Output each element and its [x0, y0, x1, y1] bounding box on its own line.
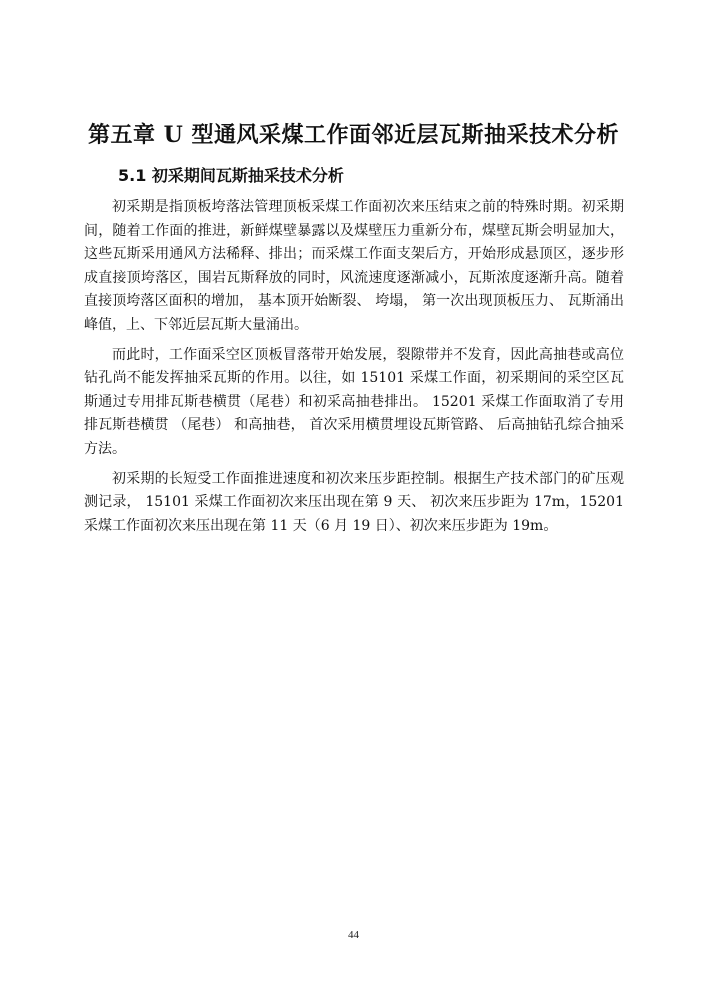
paragraph: 初采期的长短受工作面推进速度和初次来压步距控制。根据生产技术部门的矿压观测记录， 15101 采煤工作面初次来压出现在第 9 天、 初次来压步距为 17m，15201 采煤工作面初次来压出现在第 11 天（6 月 19 日）、初次来压步距为 19m。	[84, 470, 624, 534]
body-text	[84, 196, 624, 544]
page-number: 44	[348, 929, 359, 941]
section-title: 5.1 初采期间瓦斯抽采技术分析	[118, 166, 344, 185]
paragraph: 初采期是指顶板垮落法管理顶板采煤工作面初次来压结束之前的特殊时期。初采期间，随着工作面的推进，新鲜煤壁暴露以及煤壁压力重新分布，煤壁瓦斯会明显加大，这些瓦斯采用通风方法稀释、排出；而采煤工作面支架后方，开始形成悬顶区，逐步形成直接顶垮落区，围岩瓦斯释放的同时，风流速度逐渐减小，瓦斯浓度逐渐升高。随着直接顶垮落区面积的增加， 基本顶开始断裂、 垮塌， 第一次出现顶板压力、 瓦斯涌出峰值，上、下邻近层瓦斯大量涌出。	[84, 199, 624, 333]
paragraph: 而此时，工作面采空区顶板冒落带开始发展，裂隙带并不发育，因此高抽巷或高位钻孔尚不能发挥抽采瓦斯的作用。以往，如 15101 采煤工作面，初采期间的采空区瓦斯通过专用排瓦斯巷横贯（尾巷）和初采高抽巷排出。 15201 采煤工作面取消了专用排瓦斯巷横贯 （尾巷） 和高抽巷， 首次采用横贯埋设瓦斯管路、 后高抽钻孔综合抽采方法。	[84, 346, 624, 457]
chapter-title: 第五章 U 型通风采煤工作面邻近层瓦斯抽采技术分析	[87, 122, 619, 148]
